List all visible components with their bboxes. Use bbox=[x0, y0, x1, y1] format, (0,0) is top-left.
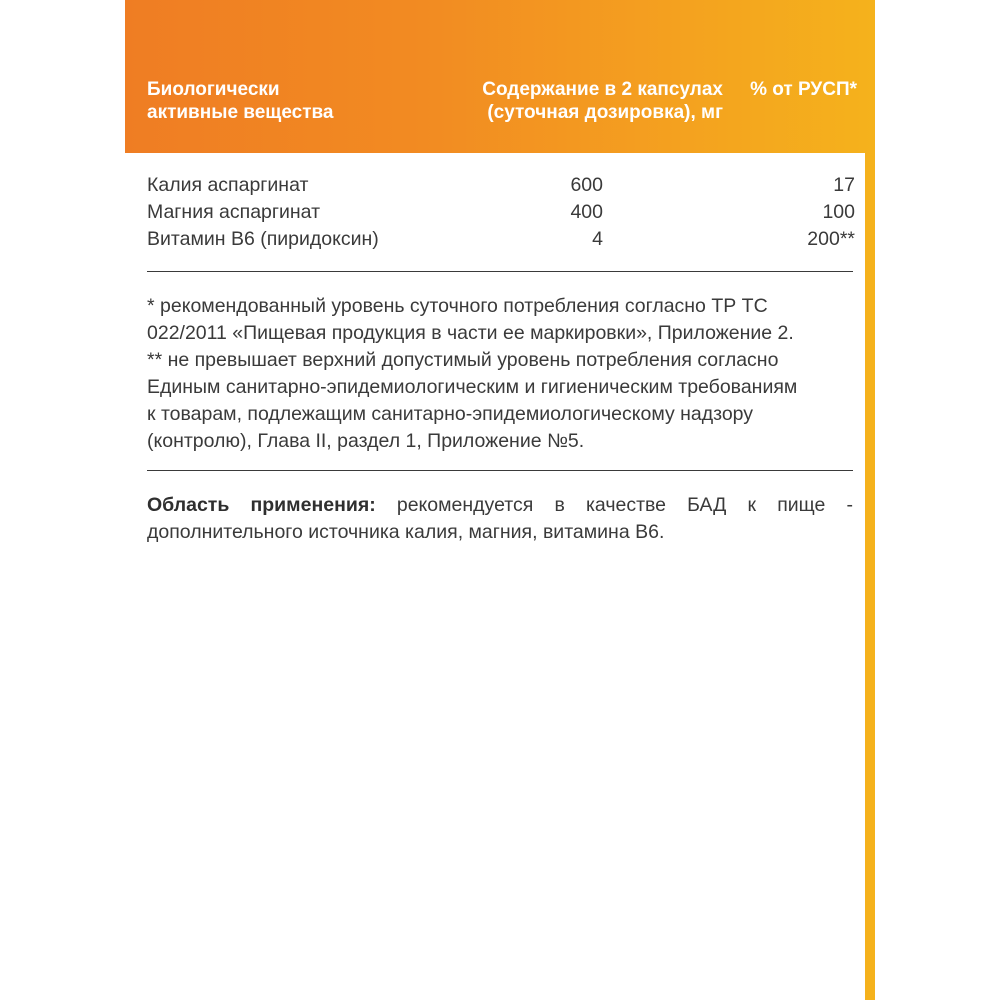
row-name: Витамин В6 (пиридоксин) bbox=[147, 228, 379, 250]
row-name: Магния аспаргинат bbox=[147, 201, 321, 223]
divider-table bbox=[147, 271, 853, 272]
row-name: Калия аспаргинат bbox=[147, 174, 309, 196]
table-row bbox=[147, 199, 855, 226]
row-percent: 100 bbox=[822, 201, 855, 223]
footnote-2-line1: ** не превышает верхний допустимый уровень потребления согласно bbox=[147, 349, 779, 371]
usage-label: Область применения: bbox=[147, 494, 376, 516]
row-amount: 600 bbox=[570, 174, 603, 196]
row-percent: 17 bbox=[833, 174, 855, 196]
footnote-1-line2: 022/2011 «Пищевая продукция в части ее маркировки», Приложение 2. bbox=[147, 322, 794, 344]
header-rdi bbox=[731, 78, 857, 101]
header-content-line1: Содержание в 2 капсулах bbox=[482, 79, 723, 100]
table-row bbox=[147, 226, 855, 253]
header-content-line2: (суточная дозировка), мг bbox=[487, 102, 723, 123]
row-amount: 400 bbox=[570, 201, 603, 223]
row-amount: 4 bbox=[592, 228, 603, 250]
table-header bbox=[125, 0, 875, 153]
footnote-1-line1: * рекомендованный уровень суточного потребления согласно ТР ТС bbox=[147, 295, 768, 317]
row-percent: 200** bbox=[807, 228, 855, 250]
divider-notes bbox=[147, 470, 853, 471]
header-content bbox=[435, 78, 723, 124]
footnote-2-line3: к товарам, подлежащим санитарно-эпидемиологическому надзору bbox=[147, 403, 754, 425]
content-panel bbox=[125, 153, 865, 1000]
usage-section bbox=[147, 492, 853, 546]
header-substances-line1: Биологически bbox=[147, 79, 280, 100]
usage-text: рекомендуется в качестве БАД к пище - дополнительного источника калия, магния, витамина В6. bbox=[147, 494, 853, 543]
header-substances-line2: активные вещества bbox=[147, 102, 334, 123]
header-substances bbox=[147, 78, 387, 124]
footnotes bbox=[147, 293, 853, 455]
footnote-2-line4: (контролю), Глава II, раздел 1, Приложение №5. bbox=[147, 430, 585, 452]
footnote-2-line2: Единым санитарно-эпидемиологическим и гигиеническим требованиям bbox=[147, 376, 798, 398]
header-rdi-label: % от РУСП* bbox=[750, 79, 857, 100]
table-row bbox=[147, 172, 855, 199]
nutrient-table bbox=[147, 172, 855, 253]
